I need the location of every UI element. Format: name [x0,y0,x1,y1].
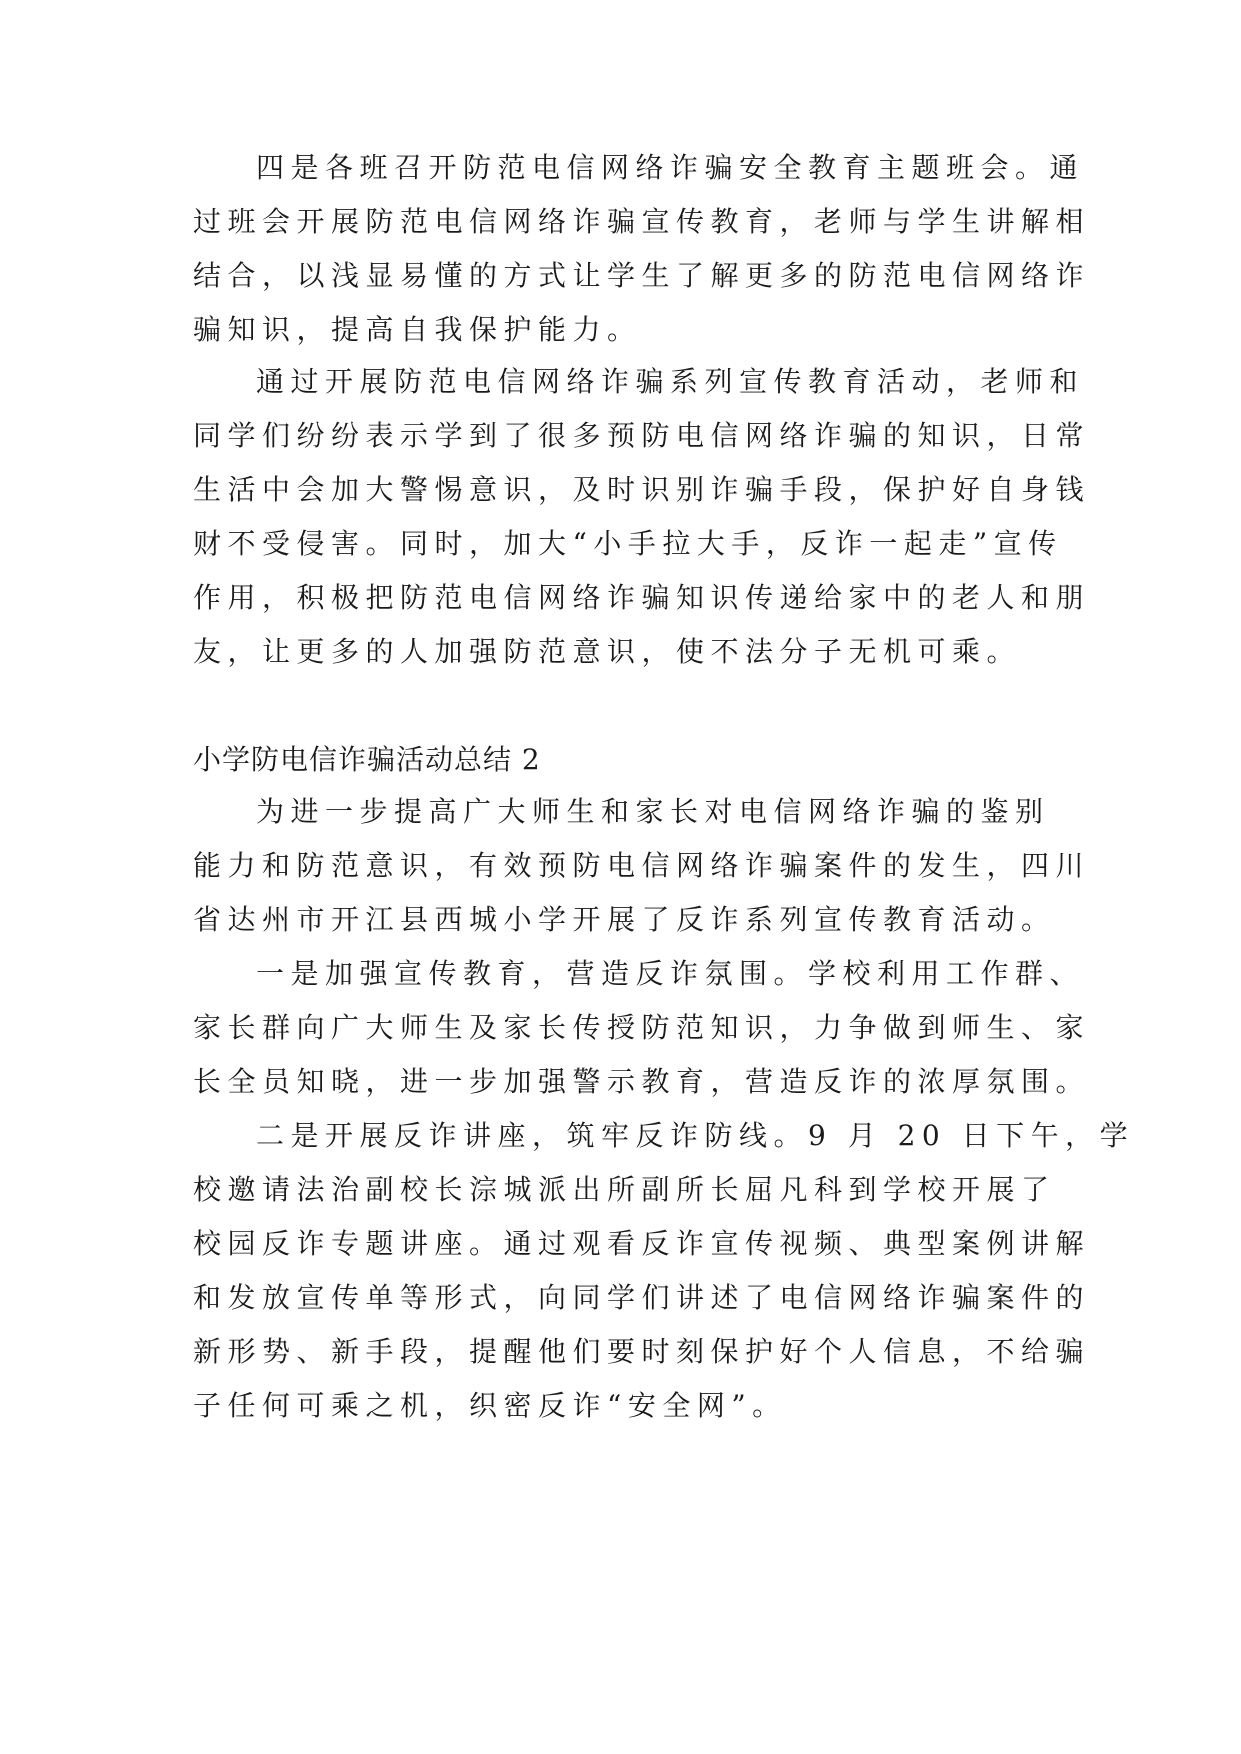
paragraph-line: 家长群向广大师生及家长传授防范知识，力争做到师生、家 [193,1011,1091,1044]
paragraph-line: 友，让更多的人加强防范意识，使不法分子无机可乘。 [193,635,1022,668]
paragraph-line: 为进一步提高广大师生和家长对电信网络诈骗的鉴别 [256,795,1050,828]
paragraph-line: 财不受侵害。同时，加大“小手拉大手，反诈一起走”宣传 [193,527,1063,560]
paragraph-line: 一是加强宣传教育，营造反诈氛围。学校利用工作群、 [256,957,1085,990]
paragraph-line: 过班会开展防范电信网络诈骗宣传教育，老师与学生讲解相 [193,205,1091,238]
paragraph-line: 长全员知晓，进一步加强警示教育，营造反诈的浓厚氛围。 [193,1065,1091,1098]
paragraph-line: 结合，以浅显易懂的方式让学生了解更多的防范电信网络诈 [193,259,1091,292]
paragraph-line: 二是开展反诈讲座，筑牢反诈防线。9 月 20 日下午，学 [256,1119,1135,1152]
paragraph-line: 通过开展防范电信网络诈骗系列宣传教育活动，老师和 [256,365,1085,398]
paragraph-line: 骗知识，提高自我保护能力。 [193,313,642,346]
section-heading: 小学防电信诈骗活动总结 2 [193,743,541,776]
paragraph-line: 生活中会加大警惕意识，及时识别诈骗手段，保护好自身钱 [193,473,1091,506]
paragraph-line: 和发放宣传单等形式，向同学们讲述了电信网络诈骗案件的 [193,1281,1091,1314]
paragraph-line: 同学们纷纷表示学到了很多预防电信网络诈骗的知识，日常 [193,419,1091,452]
paragraph-line: 四是各班召开防范电信网络诈骗安全教育主题班会。通 [256,151,1085,184]
paragraph-line: 作用，积极把防范电信网络诈骗知识传递给家中的老人和朋 [193,581,1091,614]
paragraph-line: 新形势、新手段，提醒他们要时刻保护好个人信息，不给骗 [193,1335,1091,1368]
paragraph-line: 省达州市开江县西城小学开展了反诈系列宣传教育活动。 [193,903,1056,936]
paragraph-line: 校园反诈专题讲座。通过观看反诈宣传视频、典型案例讲解 [193,1227,1091,1260]
paragraph-line: 子任何可乘之机，织密反诈“安全网”。 [193,1389,787,1422]
paragraph-line: 校邀请法治副校长淙城派出所副所长屈凡科到学校开展了 [193,1173,1056,1206]
paragraph-line: 能力和防范意识，有效预防电信网络诈骗案件的发生，四川 [193,849,1091,882]
